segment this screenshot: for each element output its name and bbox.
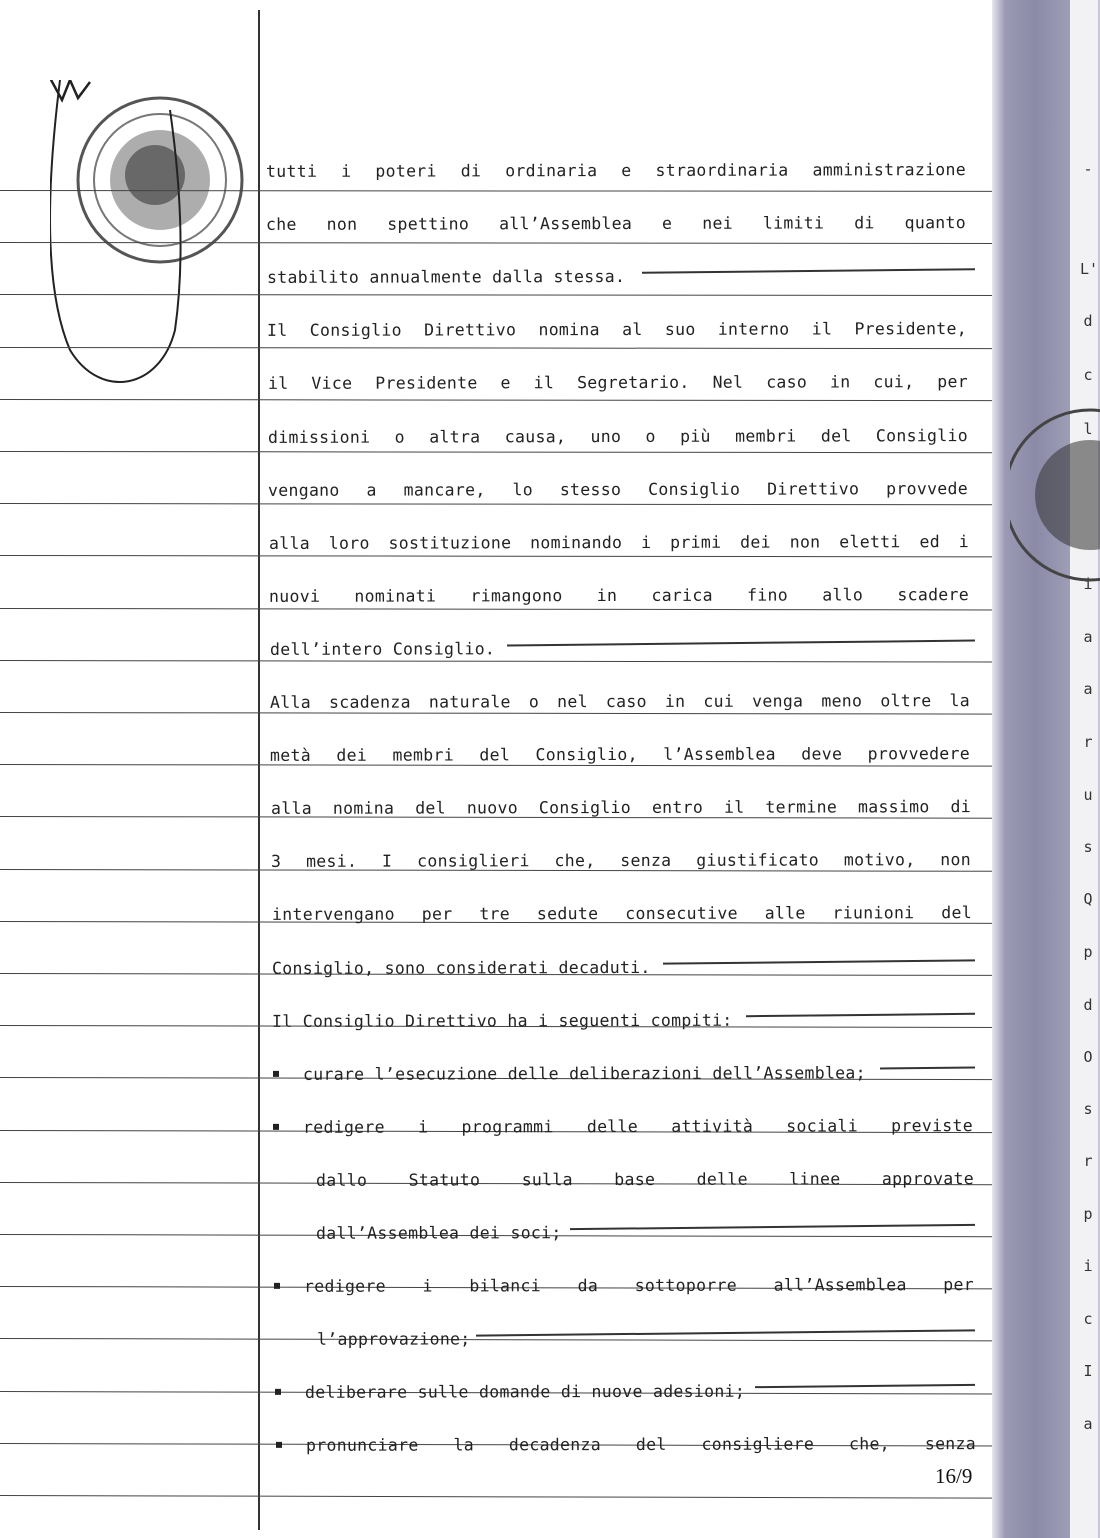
document-line-text: redigere i bilanci da sottoporre all’Assemblea per (304, 1275, 975, 1296)
binding-margin-char: - (1083, 160, 1093, 178)
bullet-icon (276, 1442, 282, 1448)
document-line: che non spettino all’Assemblea e nei limiti di quanto (266, 213, 967, 235)
document-line: Il Consiglio Direttivo ha i seguenti compiti: (272, 1010, 733, 1031)
binding-margin-char: i (1083, 1257, 1093, 1275)
binding-margin-char: L' (1080, 260, 1099, 278)
document-line: Consiglio, sono considerati decaduti. (271, 957, 651, 978)
binding-margin-char: i (1083, 575, 1093, 593)
binding-margin-column (1070, 0, 1098, 1538)
binding-margin-char: d (1083, 312, 1093, 330)
document-line (273, 1062, 973, 1086)
page-number: 16/9 (935, 1464, 973, 1488)
document-line: 3 mesi. I consiglieri che, senza giustificato motivo, non (271, 850, 972, 872)
bullet-icon (273, 1070, 279, 1076)
binding-margin-char: c (1083, 366, 1093, 384)
binding-margin-char: s (1083, 838, 1093, 856)
binding-edge (992, 0, 1100, 1538)
binding-margin-char: O (1083, 1048, 1093, 1066)
document-line: tutti i poteri di ordinaria e straordinaria amministrazione (265, 160, 967, 181)
binding-margin-char: p (1083, 1205, 1093, 1223)
notary-seal-stamp (50, 80, 260, 410)
document-line-text: pronunciare la decadenza del consigliere che, senza (305, 1434, 976, 1456)
bullet-icon (274, 1282, 280, 1288)
document-line (276, 1433, 976, 1457)
document-line: l’approvazione; (316, 1329, 471, 1349)
partial-seal-stamp (1010, 400, 1100, 600)
document-line: intervengano per tre sedute consecutive alle riunioni del (271, 903, 972, 925)
bullet-icon (273, 1123, 279, 1129)
ruled-line (0, 1495, 1005, 1499)
ruled-line (0, 608, 1005, 610)
document-line (274, 1274, 974, 1298)
binding-margin-char: r (1083, 1152, 1093, 1170)
binding-margin-char: u (1083, 786, 1093, 804)
document-line-text: curare l’esecuzione delle deliberazioni dell’Assemblea; (302, 1063, 866, 1084)
document-line: dallo Statuto sulla base delle linee approvate (315, 1168, 974, 1190)
document-line: vengano a mancare, lo stesso Consiglio Direttivo provvede (268, 478, 969, 500)
document-line: Il Consiglio Direttivo nomina al suo interno il Presidente, (267, 319, 968, 341)
binding-margin-char: p (1083, 943, 1093, 961)
binding-margin-char: l (1083, 420, 1093, 438)
binding-margin-char: a (1083, 1415, 1093, 1433)
binding-margin-char: r (1083, 733, 1093, 751)
ruled-line (0, 503, 1005, 505)
document-line-text: deliberare sulle domande di nuove adesioni; (305, 1381, 746, 1403)
binding-margin-char: Q (1083, 890, 1093, 908)
document-line: alla loro sostituzione nominando i primi dei non eletti ed i (268, 531, 969, 553)
document-line-text: redigere i programmi delle attività sociali previste (303, 1115, 974, 1137)
document-line: dimissioni o altra causa, uno o più membri del Consiglio (267, 425, 969, 447)
binding-margin-char: I (1083, 1362, 1093, 1380)
binding-margin-char: a (1083, 628, 1093, 646)
binding-margin-char: a (1083, 680, 1093, 698)
document-line: dall’Assemblea dei soci; (315, 1223, 562, 1243)
document-line: Alla scadenza naturale o nel caso in cui venga meno oltre la (269, 691, 971, 712)
document-line: dell’intero Consiglio. (269, 639, 495, 659)
document-line (273, 1115, 973, 1139)
bullet-icon (275, 1389, 281, 1395)
document-line: metà dei membri del Consiglio, l’Assemblea deve provvedere (270, 744, 971, 766)
document-line: stabilito annualmente dalla stessa. (266, 267, 626, 288)
binding-margin-char: s (1083, 1100, 1093, 1118)
document-line: il Vice Presidente e il Segretario. Nel caso in cui, per (267, 372, 968, 394)
document-line: alla nomina del nuovo Consiglio entro il termine massimo di (270, 797, 971, 819)
ruled-line (0, 555, 1005, 557)
binding-margin-char: c (1083, 1310, 1093, 1328)
left-margin-line (258, 10, 260, 1530)
document-line: nuovi nominati rimangono in carica fino allo scadere (269, 584, 970, 606)
binding-margin-char: d (1083, 996, 1093, 1014)
ruled-line (0, 451, 1005, 453)
